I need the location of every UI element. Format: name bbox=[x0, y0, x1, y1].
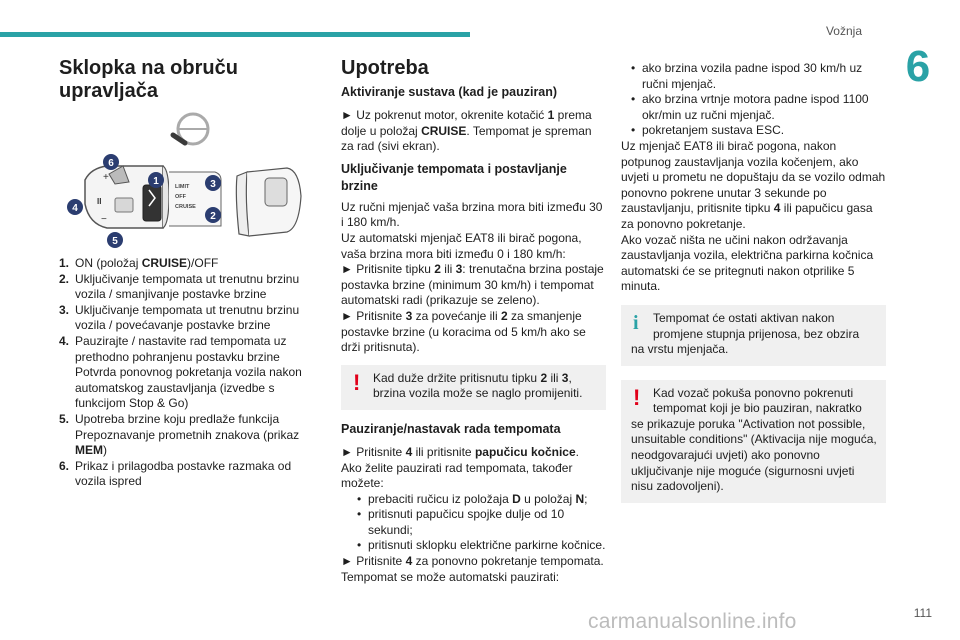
list-item: 2. Uključivanje tempomata ut trenutnu brzinu vozila / smanjivanje postavke brzine bbox=[59, 271, 300, 302]
minus-sign: − bbox=[101, 214, 107, 225]
pause-intro: Ako želite pauzirati rad tempomata, također možete: bbox=[341, 460, 573, 491]
eat8-restart-text: Uz mjenjač EAT8 ili birač pogona, nakon potpunog zaustavljanja vozila kočenjem, ako uvjeti u prometu ne dopuštaju da se vozilo odmah ponovno pokrene unutar 3 sekunde po zaustavljanju, pritisnite tipku 4 ili papučicu gasa za ponovno pokretanje. bbox=[621, 138, 886, 231]
heading-usage: Upotreba bbox=[341, 57, 429, 79]
engage-step-a: ► Pritisnite tipku 2 ili 3: trenutačna brzina postaje postavka brzine (minimum 30 km/h) i tempomat automatski radi (prikazuje se zeleno). bbox=[341, 262, 604, 308]
list-item: 5. Upotreba brzine koju predlaže funkcija Prepoznavanje prometnih znakova (prikaz MEM) bbox=[59, 411, 300, 458]
list-item: 3. Uključivanje tempomata ut trenutnu brzinu vozila / povećavanje postavke brzine bbox=[59, 302, 300, 333]
warning-icon: ! bbox=[633, 384, 641, 410]
info-note-gear-change: i Tempomat će ostati aktivan nakon promjene stupnja prijenosa, bez obzira na vrstu mjenjača. bbox=[621, 305, 886, 366]
controls-legend-list bbox=[59, 256, 309, 490]
warning-icon: ! bbox=[353, 369, 361, 395]
side-mark-label: II bbox=[97, 197, 102, 206]
engage-manual: Uz ručni mjenjač vaša brzina mora biti između 30 i 180 km/h. bbox=[341, 199, 603, 230]
callout-6 bbox=[103, 154, 119, 170]
warning-note-hold-button: ! Kad duže držite pritisnutu tipku 2 ili 3, brzina vozila može se naglo promijeniti. bbox=[341, 365, 606, 410]
plus-sign: + bbox=[103, 172, 109, 183]
chapter-number: 6 bbox=[905, 42, 931, 91]
callout-1 bbox=[148, 172, 164, 188]
label-cruise: CRUISE bbox=[175, 204, 196, 210]
svg-text:3: 3 bbox=[210, 179, 216, 190]
list-item: • pokretanjem sustava ESC. bbox=[631, 123, 886, 139]
list-item: 4. Pauzirajte / nastavite rad tempomata uz prethodno pohranjenu postavku brzine Potvrda ponovnog pokretanja vozila nakon automatskog zaustavljanja (izvedbe s funkcijom Stop & Go) bbox=[59, 333, 302, 411]
svg-text:6: 6 bbox=[108, 158, 114, 169]
engage-step-b: ► Pritisnite 3 za povećanje ili 2 za smanjenje postavke brzine (u koracima od 5 km/h ako se drži pritisnuta). bbox=[341, 308, 586, 355]
pause-text: ► Pritisnite 4 ili pritisnite papučicu kočnice. bbox=[341, 444, 579, 459]
svg-text:5: 5 bbox=[112, 236, 118, 247]
heading-activate: Aktiviranje sustava (kad je pauziran) bbox=[341, 85, 558, 99]
list-item: • prebaciti ručicu iz položaja D u položaj N; bbox=[357, 492, 606, 508]
label-limit: LIMIT bbox=[175, 184, 190, 190]
list-item: 1. ON (položaj CRUISE)/OFF bbox=[59, 256, 219, 270]
list-item: • pritisnuti papučicu spojke dulje od 10 sekundi; bbox=[357, 507, 606, 538]
info-icon: i bbox=[633, 311, 639, 334]
callout-4 bbox=[67, 199, 83, 215]
watermark: carmanualsonline.info bbox=[588, 610, 797, 633]
activate-text: ► Uz pokrenut motor, okrenite kotačić 1 prema dolje u položaj CRUISE. Tempomat je spreman za rad (sivi ekran). bbox=[341, 108, 592, 154]
stalk-side-view-drawing bbox=[236, 168, 301, 236]
list-item: 6. Prikaz i prilagodba postavke razmaka od vozila ispred bbox=[59, 458, 292, 489]
auto-pause-conditions-list bbox=[621, 61, 886, 139]
label-off: OFF bbox=[175, 194, 186, 200]
warning-note-activation: ! Kad vozač pokuša ponovno pokrenuti tempomat koji je bio pauziran, nakratko se prikazuje poruka "Activation not possible, unsuitable conditions" (Aktivacija nije moguća, neodgovarajući uvjeti) ako ponovno uključivanje nije moguće (sigurnosni uvjeti nisu zadovoljeni). bbox=[621, 380, 886, 503]
list-item: • pritisnuti sklopku električne parkirne kočnice. bbox=[357, 538, 606, 554]
callout-2 bbox=[205, 207, 221, 223]
svg-text:2: 2 bbox=[210, 211, 216, 222]
list-item: • ako brzina vrtnje motora padne ispod 1100 okr/min uz ručni mjenjač. bbox=[631, 92, 886, 123]
section-title: Vožnja bbox=[825, 24, 862, 38]
svg-text:1: 1 bbox=[153, 176, 159, 187]
page-number: 111 bbox=[913, 606, 932, 620]
callout-5 bbox=[107, 232, 123, 248]
steering-switch-diagram bbox=[67, 100, 307, 250]
heading-steering-switch: Sklopka na obruču upravljača bbox=[59, 57, 238, 102]
callout-3 bbox=[205, 175, 221, 191]
header-accent-bar bbox=[0, 32, 470, 37]
resume-text: ► Pritisnite 4 za ponovno pokretanje tempomata. Tempomat se može automatski pauzirati: bbox=[341, 554, 604, 584]
heading-engage: Uključivanje tempomata i postavljanje brzine bbox=[341, 161, 567, 193]
engage-auto: Uz automatski mjenjač EAT8 ili birač pogona, vaša brzina mora biti između 0 i 180 km/h: bbox=[341, 230, 582, 261]
pause-options-list bbox=[341, 492, 606, 554]
steering-wheel-icon bbox=[173, 114, 208, 144]
parking-brake-text: Ako vozač ništa ne učini nakon održavanja zaustavljanja vozila, električna parkirna kočnica automatski će se pritegnuti nakon otprilike 5 minuta. bbox=[621, 232, 874, 294]
list-item: • ako brzina vozila padne ispod 30 km/h uz ručni mjenjač. bbox=[631, 61, 886, 92]
heading-pause: Pauziranje/nastavak rada tempomata bbox=[341, 421, 561, 436]
svg-text:4: 4 bbox=[72, 203, 78, 214]
